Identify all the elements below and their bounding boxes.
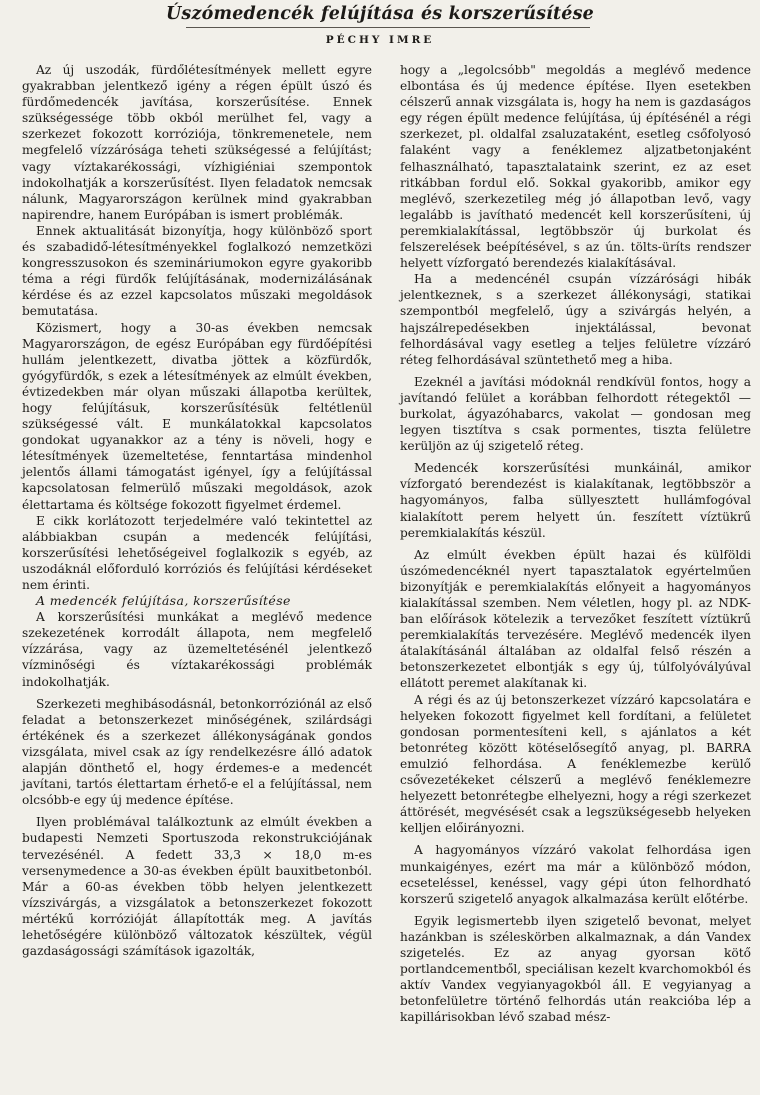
right-column: [400, 62, 751, 1025]
paragraph: hogy a „legolcsóbb" megoldás a meglévő medence elbontása és új medence építése. Ilyen esetekben célszerű annak vizsgálata is, hogy ha nem is gazdaságos egy régen épült medence felújítása, új építésénél a régi szerkezet, pl. oldalfal zsaluzataként, esetleg csőfolyosó falaként vagy a fenéklemez aljzatbetonjaként felhasználható, tapasztalataink szerint, ez az eset ritkábban fordul elő. Sokkal gyakoribb, amikor egy meglévő, szerkezetileg még jó állapotban levő, vagy legalább is javítható medencét kell korszerűsíteni, új peremkialakítással, legtöbbször új burkolat és felszerelések beépítésével, s az ún. tölts-üríts rendszer helyett vízforgató berendezés kialakításával.: [400, 63, 751, 271]
paragraph: Ilyen problémával találkoztunk az elmúlt években a budapesti Nemzeti Sportuszoda rekonstrukciójának tervezésénél. A fedett 33,3 × 18,0 m-es versenymedence a 30-as években épült bauxitbetonból. Már a 60-as években több helyen jelentkezett vízszivárgás, a vizsgálatok a betonszerkezet fokozott mértékű korrózióját állapították meg. A javítás lehetőségére különböző változatok készültek, végül gazdaságossági számítások igazolták,: [22, 815, 372, 959]
paragraph: Medencék korszerűsítési munkáinál, amikor vízforgató berendezést is kialakítanak, legtöbbször a hagyományos, falba süllyesztett hullámfogóval kialakított perem helyett ún. feszített víztükrű peremkialakítás készül.: [400, 461, 751, 540]
paragraph: Közismert, hogy a 30-as években nemcsak Magyarországon, de egész Európában egy fürdőépítési hullám jelentkezett, divatba jöttek a közfürdők, gyógyfürdők, s ezek a létesítmények az elmúlt években, évtizedekben már olyan műszaki állapotba kerültek, hogy felújításuk, korszerűsítésük feltétlenül szükségessé vált. E munkálatokkal kapcsolatos gondokat ugyanakkor az a tény is növeli, hogy e létesítmények üzemeltetése, fenntartása mindenhol jelentős állami támogatást igényel, így a felújítással kapcsolatosan felmerülő műszaki megoldások, azok élettartama és költsége fokozott figyelmet érdemel.: [22, 320, 372, 512]
paragraph: A hagyományos vízzáró vakolat felhordása igen munkaigényes, ezért ma már a különböző módon, ecseteléssel, kenéssel, vagy gépi úton felhordható korszerű szigetelő anyagok alkalmazása került előtérbe.: [400, 843, 751, 906]
paragraph: E cikk korlátozott terjedelmére való tekintettel az alábbiakban csupán a medencék felújítási, korszerűsítési lehetőségeivel foglalkozik s egyéb, az uszodáknál előforduló korróziós és felújítási kérdéseket nem érinti.: [22, 513, 372, 592]
paragraph: Szerkezeti meghibásodásnál, betonkorróziónál az első feladat a betonszerkezet minőségének, szilárdsági értékének és a szerkezet állékonyságának gondos vizsgálata, mivel csak az így rendelkezésre álló adatok alapján dönthető el, hogy érdemes-e a medencét javítani, tartós élettartam érhető-e el a felújítással, nem olcsóbb-e egy új medence építése.: [22, 696, 372, 808]
article-author: PÉCHY IMRE: [325, 34, 435, 46]
paragraph: Az új uszodák, fürdőlétesítmények mellett egyre gyakrabban jelentkező igény a régen épült úszó és fürdőmedencék javítása, korszerűsítése. Ennek szükségessége több okból merülhet fel, vagy a szerkezet fokozott korróziója, tönkremenetele, nem megfelelő vízzárósága teheti szükségessé a felújítást; vagy víztakarékossági, vízhigiéniai szempontok indokolhatják a korszerűsítést. Ilyen feladatok nemcsak nálunk, Magyarországon kerülnek mind gyakrabban napirendre, hanem Európában is ismert problémák.: [22, 63, 372, 222]
paragraph: Ezeknél a javítási módoknál rendkívül fontos, hogy a javítandó felület a korábban felhordott rétegektől — burkolat, ágyazóhabarcs, vakolat — gondosan meg legyen tisztítva s csak pormentes, tiszta felületre kerüljön az új szigetelő réteg.: [400, 374, 751, 454]
article-title: Úszómedencék felújítása és korszerűsítése: [165, 4, 595, 24]
paragraph: A korszerűsítési munkákat a meglévő medence szekezetének korrodált állapota, nem megfelelő vízzárása, vagy az üzemeltetésénél jelentkező vízminőségi és víztakarékossági problémák indokolhatják.: [22, 610, 372, 689]
paragraph: Egyik legismertebb ilyen szigetelő bevonat, melyet hazánkban is széleskörben alkalmaznak, a dán Vandex szigetelés. Ez az anyag gyorsan kötő portlandcementből, speciálisan kezelt kvarchomokból és aktív Vandex vegyianyagokból áll. E vegyianyag a betonfelületre történő felhordás után reakcióba lép a kapillárisokban lévő szabad mész-: [400, 913, 751, 1025]
paragraph: Ennek aktualitását bizonyítja, hogy különböző sport és szabadidő-létesítményekkel foglalkozó nemzetközi kongresszusokon és szemináriumokon egyre gyakoribb téma a régi fürdők felújításának, modernizálásának kérdése és az ezzel kapcsolatos műszaki megoldások bemutatása.: [22, 223, 372, 319]
paragraph: Az elmúlt években épült hazai és külföldi úszómedencéknél nyert tapasztalatok egyértelműen bizonyítják e peremkialakítás előnyeit a hagyományos kialakítással szemben. Nem véletlen, hogy pl. az NDK-ban előírások kötelezik a tervezőket feszített víztükrű peremkialakítás tervezésére. Meglévő medencék ilyen átalakításánál általában az oldalfal felső részén a betonszerkezetet elbontják s egy új, túlfolyóvályúval ellátott peremet alakítanak ki.: [400, 547, 751, 691]
paragraph: Ha a medencénél csupán vízzárósági hibák jelentkeznek, s a szerkezet állékonysági, statikai szempontból megfelelő, úgy a szivárgás helyén, a hajszálrepedésekben injektálással, bevonat felhordásával vagy esetleg a teljes felületre vízzáró réteg felhordásával szüntethető meg a hiba.: [400, 272, 751, 367]
left-column: [22, 62, 372, 959]
section-heading: A medencék felújítása, korszerűsítése: [36, 593, 291, 609]
title-underline: [186, 27, 590, 28]
paragraph: A régi és az új betonszerkezet vízzáró kapcsolatára e helyeken fokozott figyelmet kell fordítani, a felületet gondosan pormentesíteni kell, s ajánlatos a két betonréteg között kötéselősegítő anyag, pl. BARRA emulzió felhordása. A fenéklemezbe kerülő csővezetékeket célszerű a meglévő fenéklemezre helyezett betonrétegbe elhelyezni, hogy a régi szerkezet áttörését, megvésését csak a legszükségesebb helyeken kelljen előirányozni.: [400, 692, 751, 836]
